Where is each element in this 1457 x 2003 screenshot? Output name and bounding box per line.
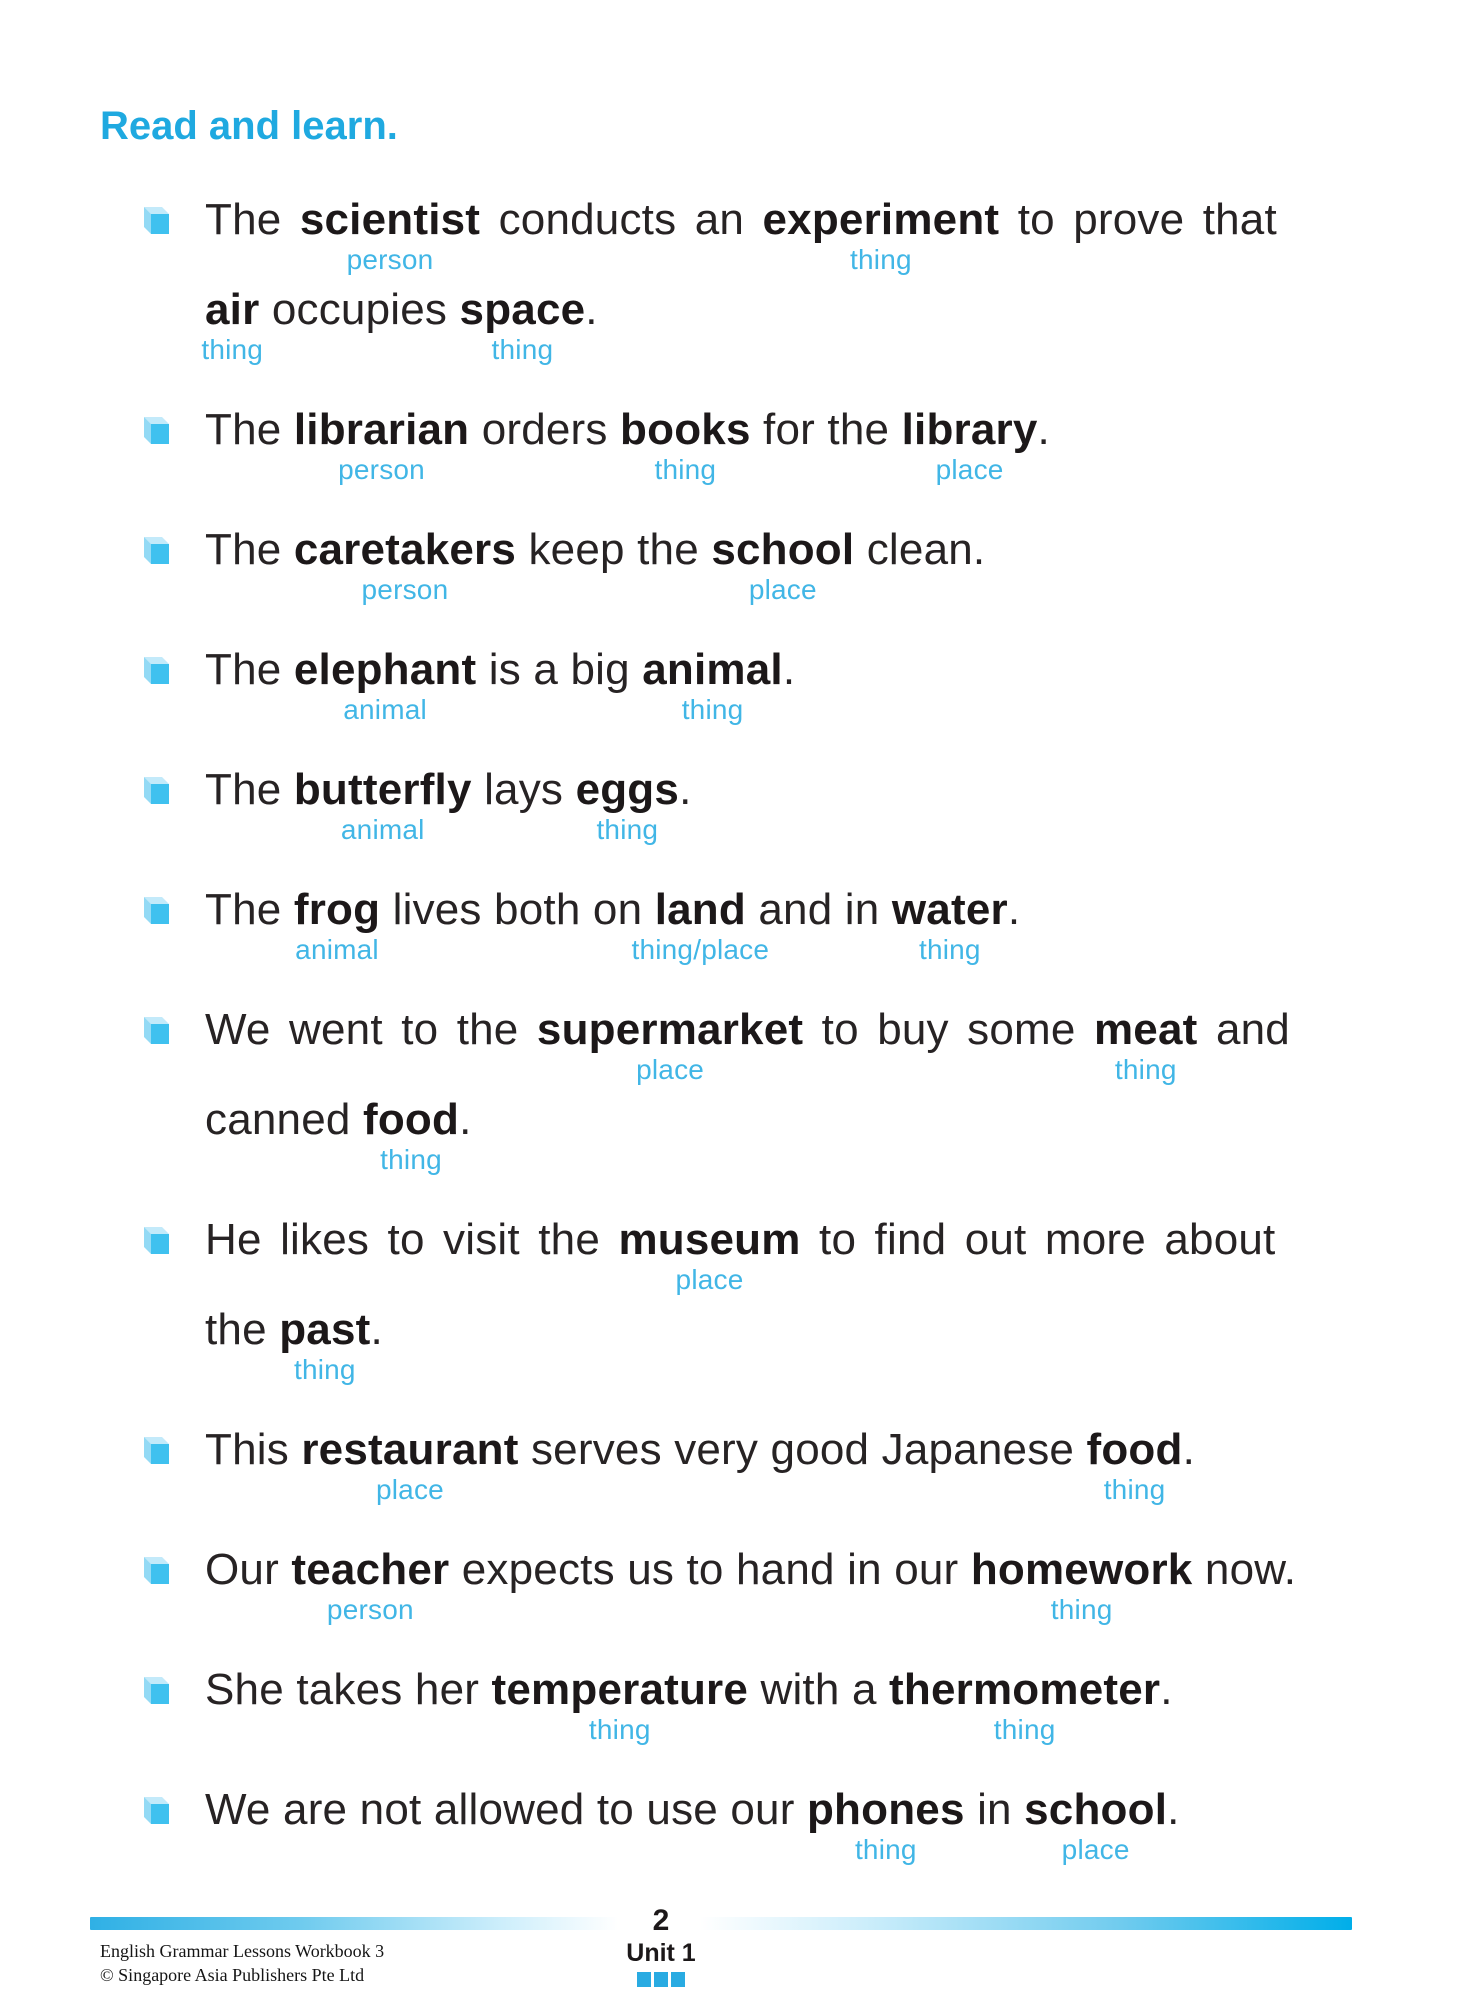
noun-type-label: thing	[918, 934, 981, 965]
sentence-fragment: to prove that	[999, 195, 1277, 244]
noun-type-label: animal	[340, 814, 425, 845]
noun-type-label: place	[375, 1474, 444, 1505]
noun-word: librarian person	[293, 405, 470, 485]
imprint	[100, 1939, 384, 1987]
cube-icon	[143, 536, 170, 565]
noun-type-label: animal	[343, 694, 427, 725]
noun-word: supermarket place	[536, 1005, 804, 1085]
sentence-fragment: .	[1167, 1785, 1180, 1834]
noun-type-label: thing	[1103, 1474, 1166, 1505]
sentence-item	[143, 1215, 1337, 1395]
noun-word: space thing	[459, 285, 586, 365]
copyright-line: © Singapore Asia Publishers Pte Ltd	[100, 1965, 365, 1985]
noun-type-label: thing	[681, 694, 744, 725]
sentence-fragment: expects us to hand in our	[449, 1545, 971, 1594]
noun-type-label: thing	[201, 334, 264, 365]
sentence-fragment: keep the	[516, 525, 712, 574]
sentence-fragment: clean.	[854, 525, 986, 574]
noun-word: restaurant place	[301, 1425, 519, 1505]
sentence-fragment: conducts an	[480, 195, 763, 244]
sentence-fragment: and	[1197, 1005, 1290, 1054]
sentence-line	[205, 525, 1337, 615]
sentence-fragment: now.	[1192, 1545, 1297, 1594]
sentence-line	[205, 1785, 1337, 1875]
cube-icon	[143, 656, 170, 685]
noun-type-label: place	[675, 1264, 744, 1295]
sentence-fragment: The	[205, 525, 294, 574]
noun-type-label: thing	[491, 334, 554, 365]
book-title: English Grammar Lessons Workbook 3	[100, 1941, 385, 1961]
noun-type-label: animal	[295, 934, 379, 965]
noun-word: meat thing	[1093, 1005, 1198, 1085]
cube-bullet-icon	[143, 1665, 205, 1755]
footer-gradient-bar-right	[700, 1917, 1352, 1930]
cube-icon	[143, 1016, 170, 1045]
cube-bullet-icon	[143, 765, 205, 855]
sentence-fragment: The	[205, 645, 294, 694]
unit-label: Unit 1	[626, 1939, 696, 1967]
cube-icon	[143, 1226, 170, 1255]
sentence-fragment: and in	[745, 885, 892, 934]
cube-bullet-icon	[143, 525, 205, 615]
unit-progress-squares-icon	[603, 1972, 719, 1990]
sentence-text	[205, 765, 1337, 855]
sentence-fragment: to buy some	[803, 1005, 1094, 1054]
cube-bullet-icon	[143, 1005, 205, 1185]
cube-bullet-icon	[143, 1785, 205, 1875]
sentence-fragment: He likes to visit the	[205, 1215, 619, 1264]
noun-type-label: person	[338, 454, 425, 485]
sentence-text	[205, 1665, 1337, 1755]
noun-word: temperature thing	[491, 1665, 749, 1745]
noun-word: caretakers person	[293, 525, 517, 605]
cube-icon	[143, 1676, 170, 1705]
noun-word: teacher person	[291, 1545, 450, 1625]
sentence-line	[205, 1005, 1337, 1095]
sentence-fragment: .	[679, 765, 692, 814]
sentence-line	[205, 405, 1337, 495]
sentence-text	[205, 525, 1337, 615]
sentence-item	[143, 1665, 1337, 1755]
sentence-line	[205, 1305, 1337, 1395]
sentence-fragment: to find out more about	[800, 1215, 1276, 1264]
noun-type-label: thing	[1114, 1054, 1177, 1085]
sentence-line	[205, 765, 1337, 855]
cube-bullet-icon	[143, 645, 205, 735]
sentence-fragment: The	[205, 765, 294, 814]
sentence-line	[205, 1095, 1337, 1185]
noun-word: frog animal	[293, 885, 381, 965]
sentence-text	[205, 1005, 1337, 1185]
noun-type-label: thing	[850, 244, 912, 275]
noun-word: water thing	[891, 885, 1008, 965]
sentence-line	[201, 285, 1337, 375]
sentence-fragment: Our	[205, 1545, 292, 1594]
noun-word: school place	[711, 525, 855, 605]
sentence-line	[205, 1665, 1337, 1755]
sentence-fragment: occupies	[259, 285, 460, 334]
sentence-fragment: lays	[471, 765, 576, 814]
cube-bullet-icon	[143, 1425, 205, 1515]
sentence-item	[143, 885, 1337, 975]
sentence-line	[205, 195, 1337, 285]
noun-type-label: place	[935, 454, 1004, 485]
unit-square-icon	[654, 1972, 668, 1987]
sentence-line	[205, 1215, 1337, 1305]
sentence-item	[143, 405, 1337, 495]
sentence-fragment: .	[1037, 405, 1050, 454]
sentence-fragment: .	[585, 285, 598, 334]
noun-word: land thing/place	[631, 885, 770, 965]
sentence-item	[143, 645, 1337, 735]
sentence-text	[205, 1425, 1337, 1515]
cube-bullet-icon	[143, 1215, 205, 1395]
noun-word: eggs thing	[575, 765, 680, 845]
noun-type-label: thing	[854, 1834, 917, 1865]
noun-type-label: thing	[596, 814, 659, 845]
sentence-fragment: in	[964, 1785, 1025, 1834]
noun-word: food thing	[362, 1095, 460, 1175]
noun-word: air thing	[201, 285, 264, 365]
noun-word: books thing	[620, 405, 751, 485]
noun-type-label: thing	[588, 1714, 651, 1745]
footer-gradient-bar-left	[90, 1917, 618, 1930]
noun-word: phones thing	[806, 1785, 965, 1865]
cube-bullet-icon	[143, 195, 205, 375]
noun-type-label: person	[346, 244, 434, 275]
cube-icon	[143, 206, 170, 235]
sentence-list	[143, 195, 1337, 1875]
noun-word: elephant animal	[293, 645, 477, 725]
noun-type-label: thing	[380, 1144, 442, 1175]
sentence-text	[205, 885, 1337, 975]
noun-type-label: thing	[293, 1354, 356, 1385]
page-footer	[0, 1903, 1457, 2003]
cube-icon	[143, 896, 170, 925]
sentence-item	[143, 1425, 1337, 1515]
noun-type-label: place	[1061, 1834, 1130, 1865]
cube-icon	[143, 1436, 170, 1465]
sentence-item	[143, 1785, 1337, 1875]
sentence-fragment: We went to the	[205, 1005, 537, 1054]
sentence-fragment: orders	[469, 405, 621, 454]
sentence-fragment: lives both on	[380, 885, 655, 934]
noun-word: experiment thing	[762, 195, 1000, 275]
cube-icon	[143, 776, 170, 805]
noun-type-label: thing/place	[631, 934, 770, 965]
footer-center	[603, 1905, 719, 1990]
sentence-fragment: for the	[750, 405, 902, 454]
noun-type-label: thing	[654, 454, 717, 485]
sentence-line	[205, 645, 1337, 735]
sentence-text	[205, 1785, 1337, 1875]
sentence-fragment: .	[459, 1095, 472, 1144]
sentence-item	[143, 1545, 1337, 1635]
sentence-fragment: .	[1007, 885, 1021, 934]
sentence-fragment: .	[1160, 1665, 1173, 1714]
unit-square-icon	[671, 1972, 685, 1987]
noun-word: animal thing	[642, 645, 783, 725]
sentence-fragment: We are not allowed to use our	[205, 1785, 807, 1834]
sentence-fragment: This	[205, 1425, 302, 1474]
noun-type-label: place	[636, 1054, 705, 1085]
sentence-item	[143, 195, 1337, 375]
cube-bullet-icon	[143, 405, 205, 495]
sentence-fragment: .	[370, 1305, 383, 1354]
noun-type-label: person	[361, 574, 449, 605]
cube-bullet-icon	[143, 1545, 205, 1635]
sentence-fragment: serves very good Japanese	[518, 1425, 1087, 1474]
sentence-fragment: the	[205, 1305, 280, 1354]
noun-word: library place	[901, 405, 1038, 485]
noun-word: scientist person	[299, 195, 481, 275]
sentence-fragment: is a big	[476, 645, 643, 694]
sentence-line	[205, 885, 1337, 975]
noun-word: museum place	[618, 1215, 801, 1295]
noun-type-label: thing	[1050, 1594, 1113, 1625]
sentence-fragment: with a	[748, 1665, 890, 1714]
sentence-text	[205, 405, 1337, 495]
noun-word: past thing	[279, 1305, 371, 1385]
sentence-fragment: The	[205, 195, 300, 244]
noun-word: food thing	[1086, 1425, 1183, 1505]
sentence-line	[205, 1545, 1337, 1635]
noun-type-label: place	[748, 574, 817, 605]
noun-word: thermometer thing	[889, 1665, 1161, 1745]
sentence-text	[205, 1215, 1337, 1395]
unit-square-icon	[637, 1972, 651, 1987]
sentence-text	[205, 645, 1337, 735]
noun-word: homework thing	[970, 1545, 1193, 1625]
sentence-item	[143, 765, 1337, 855]
sentence-item	[143, 1005, 1337, 1185]
sentence-line	[205, 1425, 1337, 1515]
sentence-fragment: She takes her	[205, 1665, 492, 1714]
noun-type-label: person	[326, 1594, 414, 1625]
noun-word: butterfly animal	[293, 765, 472, 845]
cube-icon	[143, 416, 170, 445]
cube-icon	[143, 1556, 170, 1585]
noun-type-label: thing	[993, 1714, 1056, 1745]
sentence-fragment: .	[1182, 1425, 1196, 1474]
sentence-fragment: canned	[205, 1095, 363, 1144]
sentence-item	[143, 525, 1337, 615]
sentence-fragment: .	[782, 645, 796, 694]
noun-word: school place	[1024, 1785, 1168, 1865]
sentence-text	[201, 195, 1337, 375]
sentence-text	[205, 1545, 1337, 1635]
page-title: Read and learn.	[100, 104, 398, 148]
cube-icon	[143, 1796, 170, 1825]
page-number: 2	[652, 1904, 670, 1937]
sentence-fragment: The	[205, 405, 294, 454]
cube-bullet-icon	[143, 885, 205, 975]
sentence-fragment: The	[205, 885, 294, 934]
